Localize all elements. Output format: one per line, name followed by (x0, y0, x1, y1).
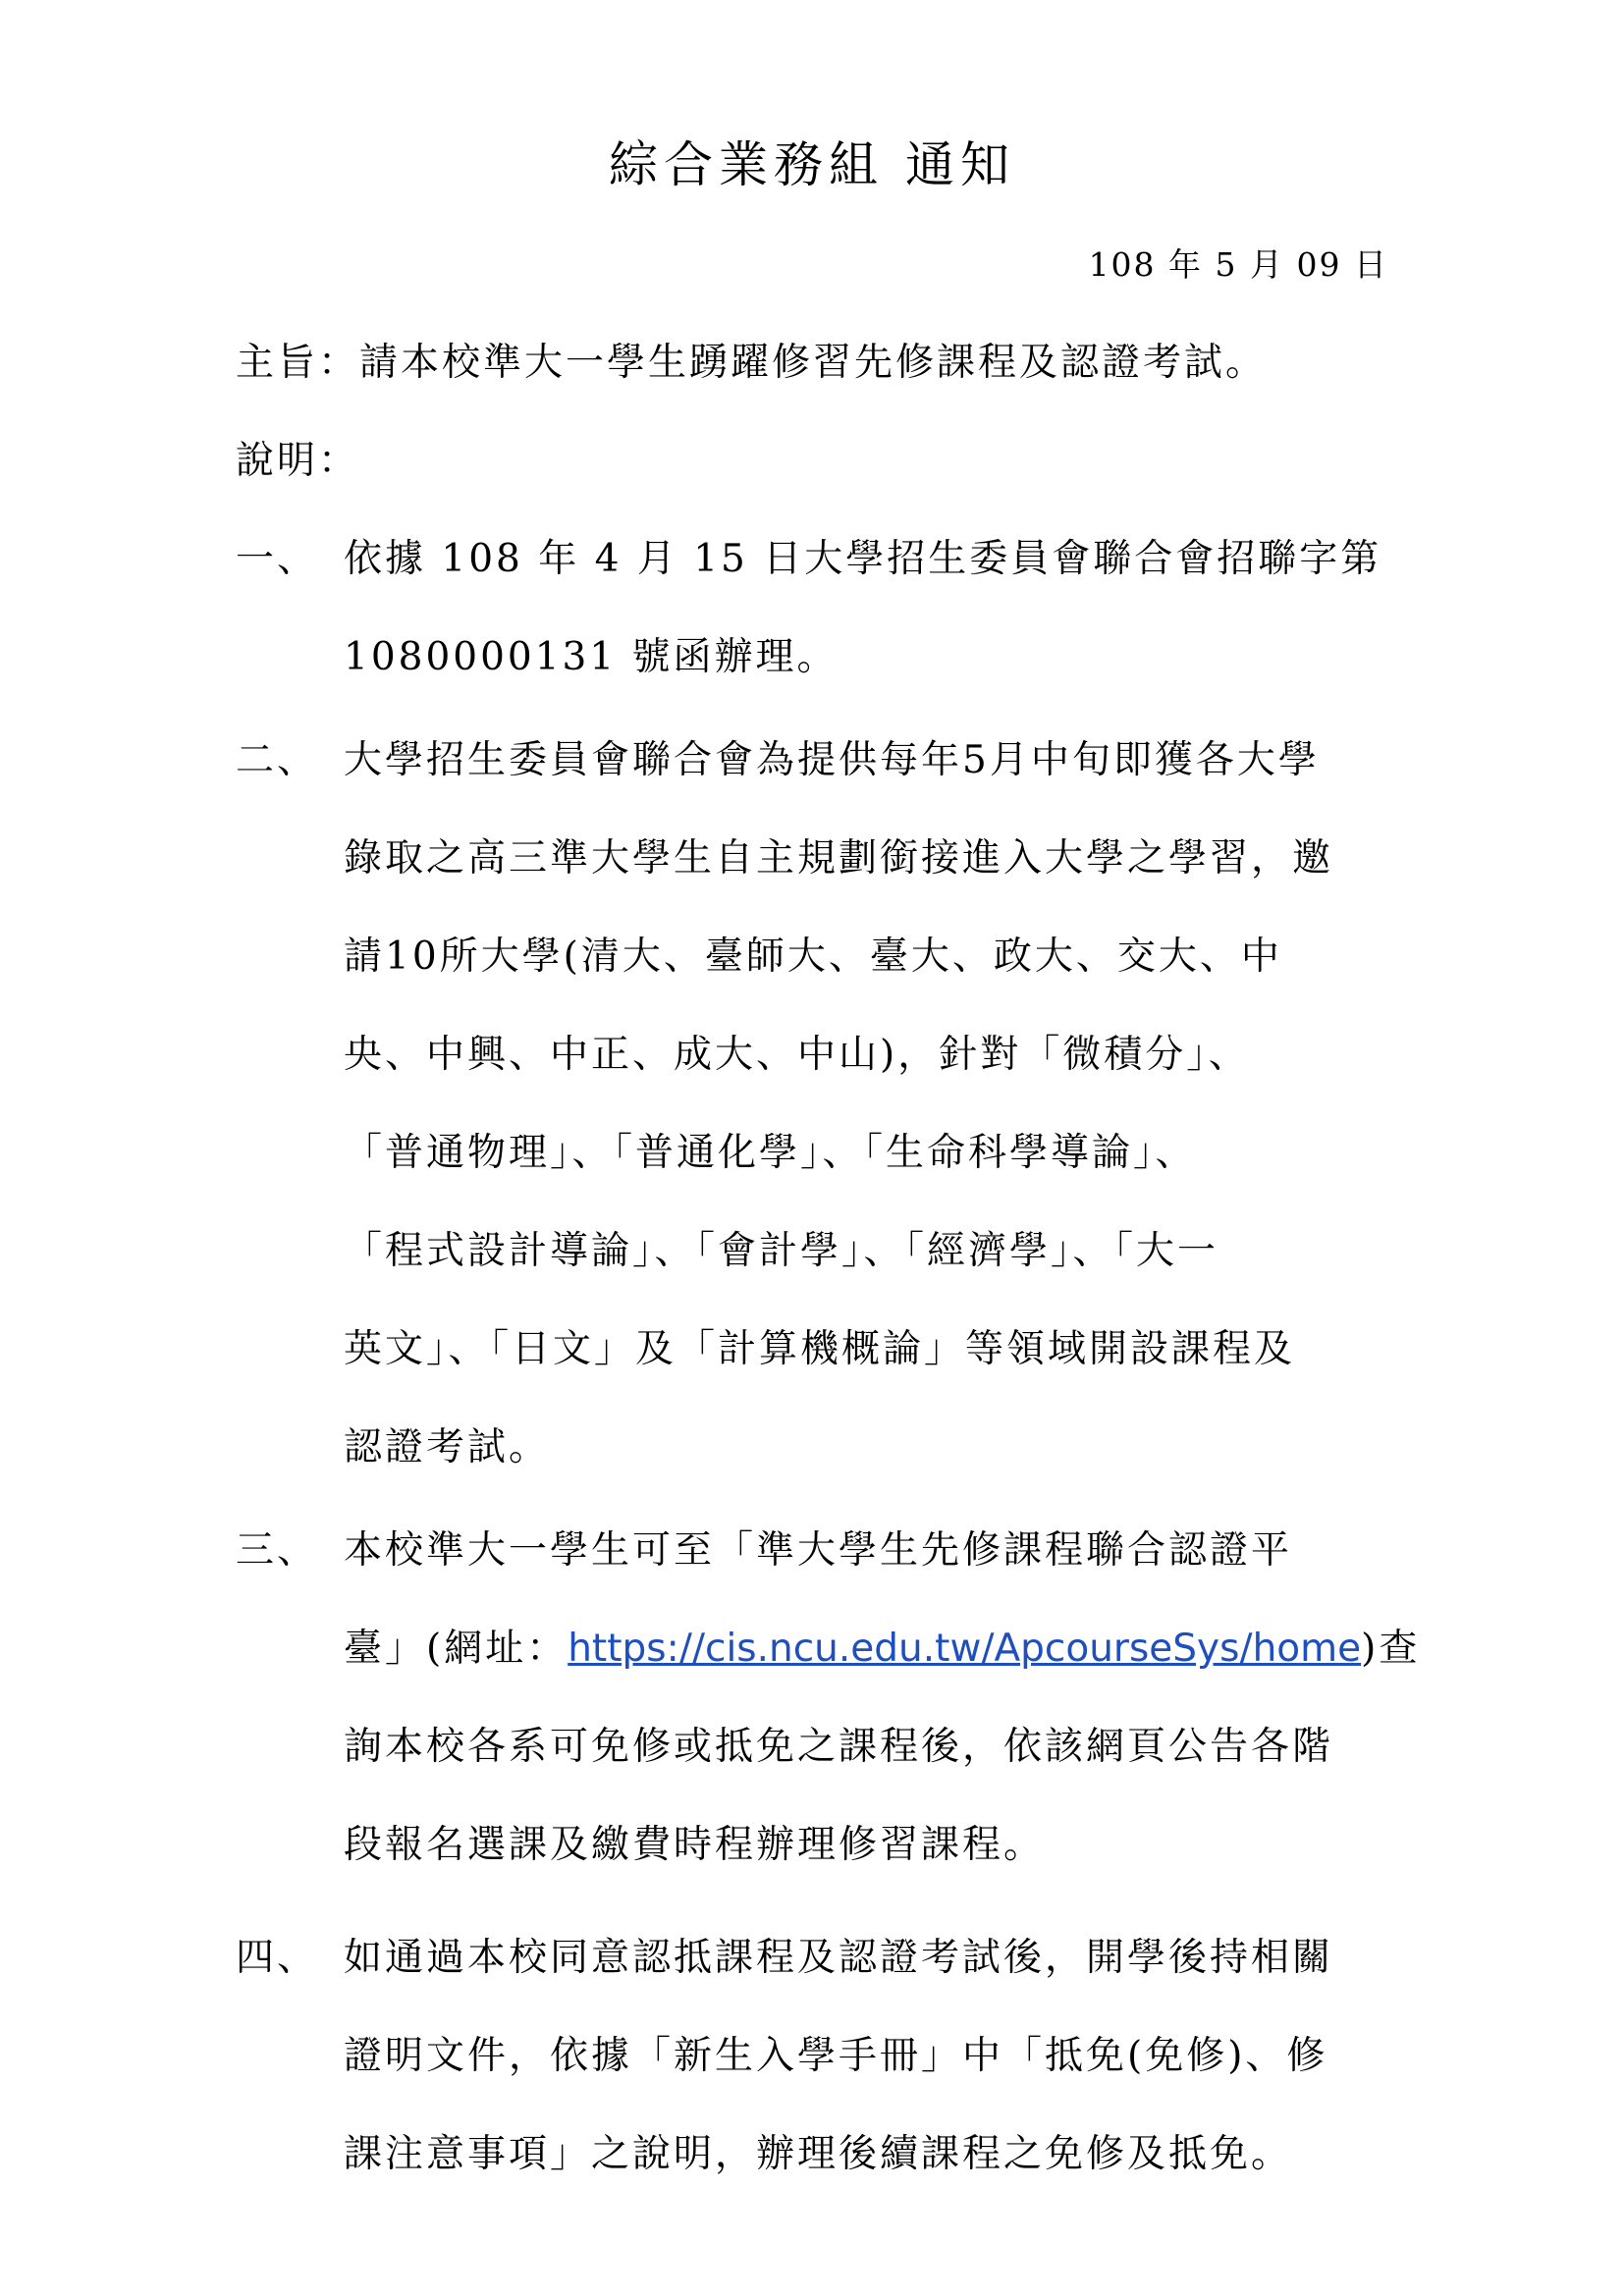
item-1-row-2: 1080000131 號函辦理。 (344, 635, 839, 679)
notice-subject: 主旨：請本校準大一學生踴躍修習先修課程及認證考試。 (236, 341, 1268, 385)
item-2-row-1: 大學招生委員會聯合會為提供每年5月中旬即獲各大學 (344, 738, 1320, 782)
link-suffix: )查 (1361, 1627, 1421, 1671)
item-2-row-5: 「普通物理」、「普通化學」、「生命科學導論」、 (344, 1131, 1197, 1175)
item-number-1: 一、 (236, 537, 319, 581)
item-4-row-3: 課注意事項」之說明，辦理後續課程之免修及抵免。 (344, 2132, 1293, 2176)
item-2-row-2: 錄取之高三準大學生自主規劃銜接進入大學之學習，邀 (344, 836, 1334, 881)
item-body-3 (344, 1502, 1421, 1895)
explain-label: 說明： (236, 439, 360, 483)
item-number-4: 四、 (236, 1936, 319, 1980)
item-body-2 (344, 712, 1404, 1497)
item-3-row-3: 詢本校各系可免修或抵免之課程後，依該網頁公告各階 (344, 1725, 1334, 1769)
item-4-row-2: 證明文件，依據「新生入學手冊」中「抵免(免修)、修 (344, 2034, 1328, 2078)
item-2-row-3: 請10所大學(清大、臺師大、臺大、政大、交大、中 (344, 934, 1282, 979)
item-2-row-4: 央、中興、中正、成大、中山)，針對「微積分」、 (344, 1033, 1250, 1077)
item-body-4 (344, 1909, 1404, 2204)
item-4-row-1: 如通過本校同意認抵課程及認證考試後，開學後持相關 (344, 1936, 1334, 1980)
item-number-3: 三、 (236, 1528, 319, 1573)
item-body-1 (344, 510, 1404, 707)
item-3-row-1: 本校準大一學生可至「準大學生先修課程聯合認證平 (344, 1528, 1293, 1573)
notice-date: 108 年 5 月 09 日 (1088, 245, 1388, 284)
item-2-row-6: 「程式設計導論」、「會計學」、「經濟學」、「大一 (344, 1229, 1219, 1273)
platform-link[interactable]: https://cis.ncu.edu.tw/ApcourseSys/home (568, 1627, 1362, 1671)
item-3-row-2 (344, 1600, 1421, 1698)
item-2-row-7: 英文」、「日文」及「計算機概論」等領域開設課程及 (344, 1327, 1296, 1371)
item-1-row-1: 依據 108 年 4 月 15 日大學招生委員會聯合會招聯字第 (344, 537, 1382, 581)
item-2-row-8: 認證考試。 (344, 1425, 551, 1469)
notice-title: 綜合業務組 通知 (609, 136, 1015, 193)
item-number-2: 二、 (236, 738, 319, 782)
item-3-row-4: 段報名選課及繳費時程辦理修習課程。 (344, 1823, 1046, 1867)
link-prefix: 臺」(網址： (344, 1627, 568, 1671)
